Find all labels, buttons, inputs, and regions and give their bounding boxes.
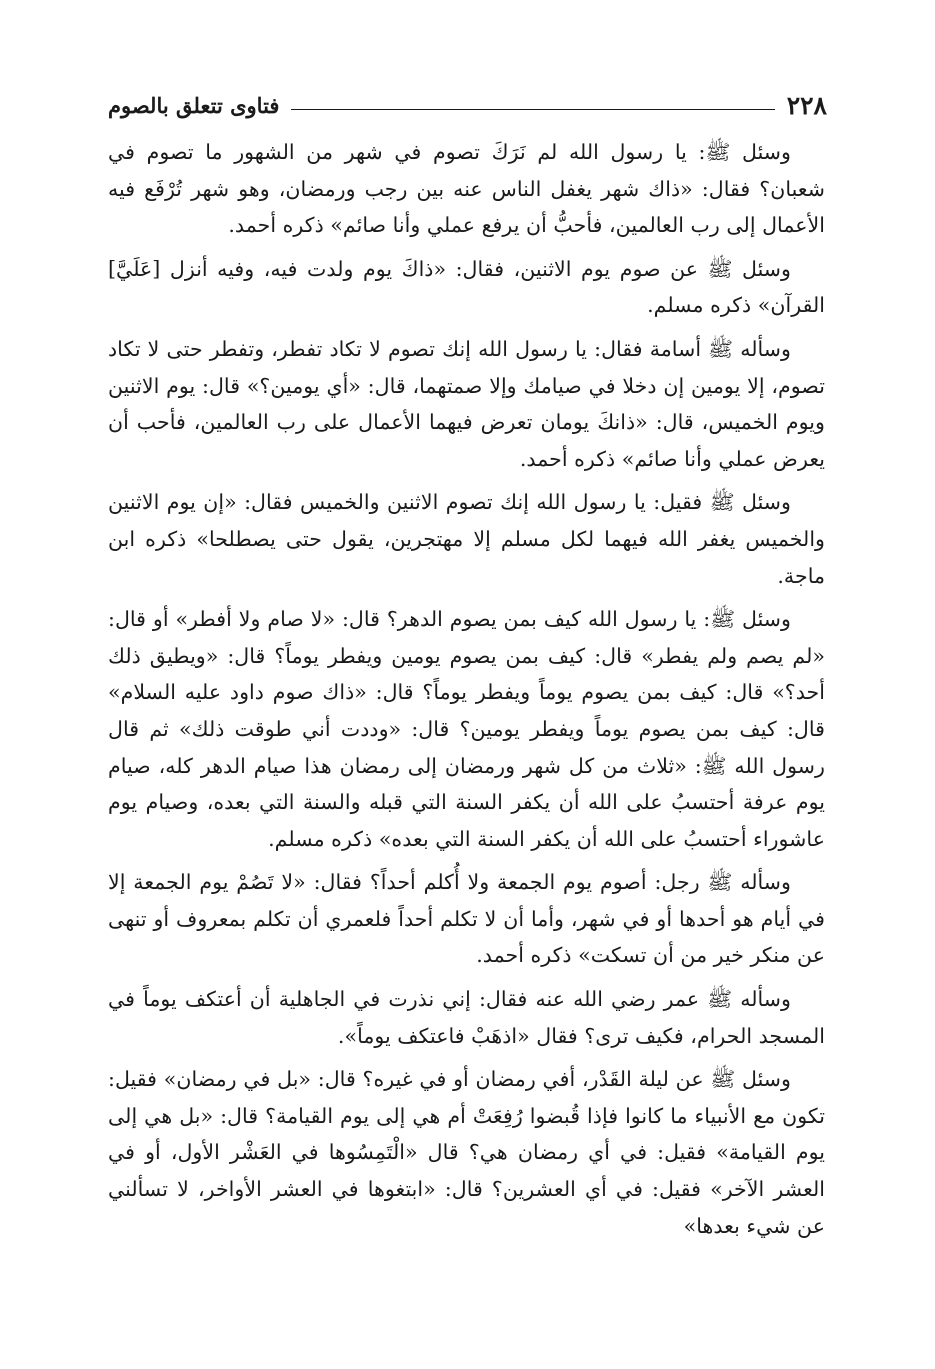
paragraph-monday-thursday: وسئل ﷺ فقيل: يا رسول الله إنك تصوم الاثنين والخميس فقال: «إن يوم الاثنين والخميس يغفر الله فيهما لكل مسلم إلا مهتجرين، يقول حتى يصطلحا» ذكره ابن ماجة.: [108, 490, 825, 588]
paragraph-perpetual-fasting: وسئل ﷺ: يا رسول الله كيف بمن يصوم الدهر؟ قال: «لا صام ولا أفطر» أو قال: «لم يصم ولم يفطر» قال: كيف بمن يصوم يومين ويفطر يوماً؟ قال: «ويطيق ذلك أحد؟» قال: كيف بمن يصوم يوماً ويفطر يوماً؟ قال: «ذاك صوم داود عليه السلام» قال: كيف بمن يصوم يوماً ويفطر يومين؟ قال: «وددت أني طوقت ذلك» ثم قال رسول الله ﷺ: «ثلاث من كل شهر ورمضان إلى رمضان هذا صيام الدهر كله، صيام يوم عرفة أحتسبُ على الله أن يكفر السنة التي قبله والسنة التي بعده، وصيام يوم عاشوراء أحتسبُ على الله أن يكفر السنة التي بعده» ذكره مسلم.: [108, 607, 825, 851]
paragraph-shaban-fasting: وسئل ﷺ: يا رسول الله لم نَرَكَ تصوم في شهر من الشهور ما تصوم في شعبان؟ فقال: «ذاك شهر يغفل الناس عنه بين رجب ورمضان، وهو شهر تُرْفَع فيه الأعمال إلى رب العالمين، فأحبُّ أن يرفع عملي وأنا صائم» ذكره أحمد.: [108, 140, 825, 238]
paragraph-friday-fasting: وسأله ﷺ رجل: أصوم يوم الجمعة ولا أُكلم أحداً؟ فقال: «لا تَصُمْ يوم الجمعة إلا في أيام هو أحدها أو في شهر، وأما أن لا تكلم أحداً فلعمري أن تكلم بمعروف أو تنهى عن منكر خير من أن تسكت» ذكره أحمد.: [108, 870, 825, 968]
header-rule: [291, 109, 774, 110]
running-title: فتاوى تتعلق بالصوم: [108, 92, 280, 118]
page-header: [108, 88, 827, 122]
page-number: ٢٢٨: [786, 90, 827, 120]
paragraph-monday-fasting: وسئل ﷺ عن صوم يوم الاثنين، فقال: «ذاكَ يوم ولدت فيه، وفيه أنزل [عَلَيَّ] القرآن» ذكره مسلم.: [108, 256, 825, 318]
page-body: [108, 134, 825, 1251]
paragraph-usama-question: وسأله ﷺ أسامة فقال: يا رسول الله إنك تصوم لا تكاد تفطر، وتفطر حتى لا تكاد تصوم، إلا يومين إن دخلا في صيامك وإلا صمتهما، قال: «أي يومين؟» قال: يوم الاثنين ويوم الخميس، قال: «ذانكَ يومان تعرض فيهما الأعمال على رب العالمين، فأحب أن يعرض عملي وأنا صائم» ذكره أحمد.: [108, 336, 825, 471]
paragraph-laylat-al-qadr: وسئل ﷺ عن ليلة القَدْر، أفي رمضان أو في غيره؟ قال: «بل في رمضان» فقيل: تكون مع الأنبياء ما كانوا فإذا قُبضوا رُفِعَتْ أم هي إلى يوم القيامة؟ قال: «بل هي إلى يوم القيامة» فقيل: في أي رمضان هي؟ قال «الْتَمِسُوها في العَشْر الأول، أو في العشر الآخر» فقيل: في أي العشرين؟ قال: «ابتغوها في العشر الأواخر، لا تسألني عن شيء بعدها»: [108, 1067, 825, 1238]
paragraph-umar-itikaf: وسأله ﷺ عمر رضي الله عنه فقال: إني نذرت في الجاهلية أن أعتكف يوماً في المسجد الحرام، فكيف ترى؟ فقال «اذهَبْ فاعتكف يوماً».: [108, 987, 825, 1048]
